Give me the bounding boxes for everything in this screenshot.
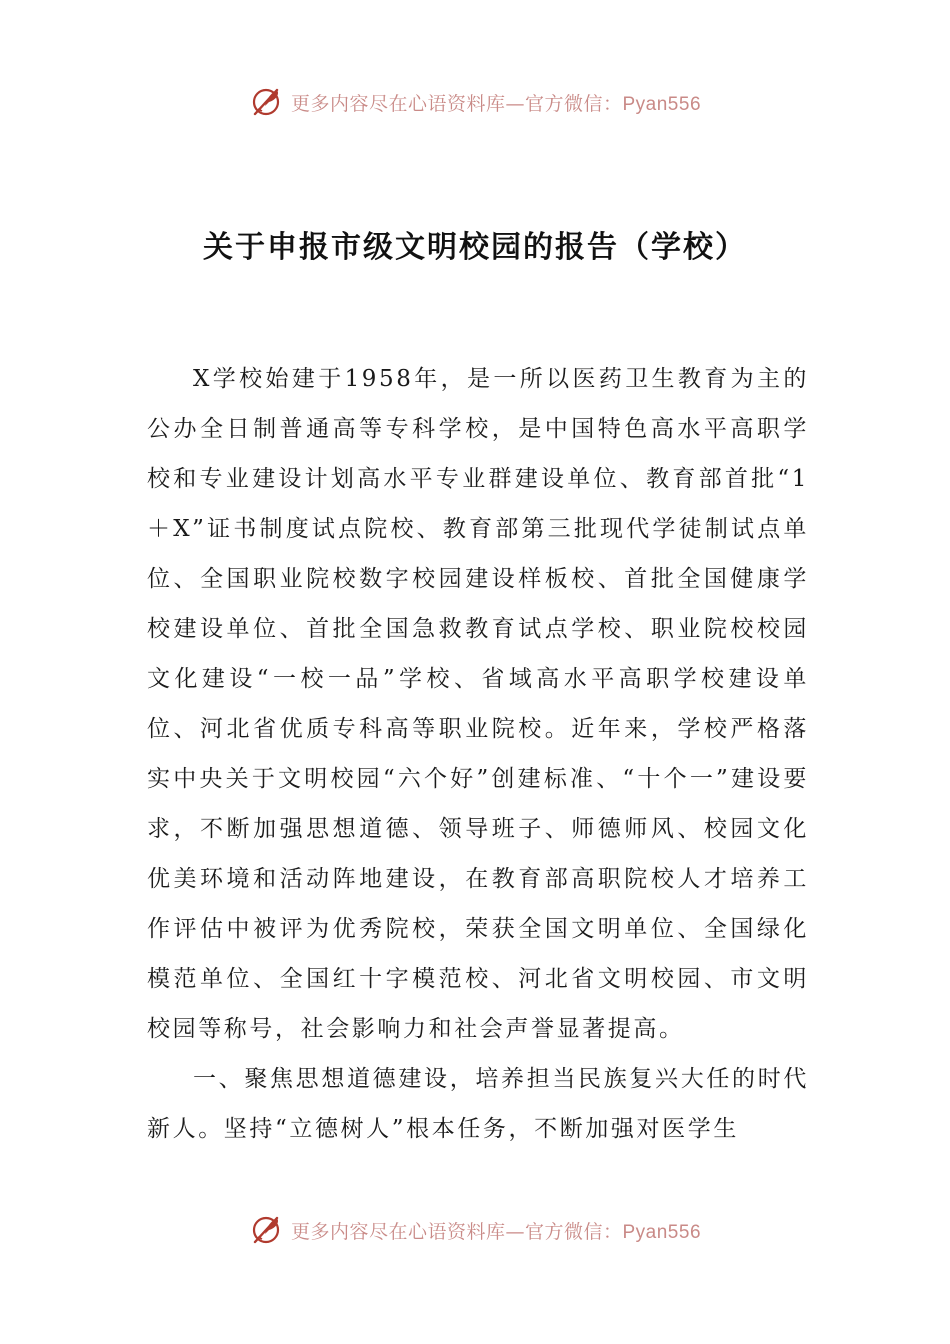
header-banner-label: 更多内容尽在心语资料库—官方微信： [290, 92, 623, 115]
header-wechat-id: Pyan556 [622, 93, 702, 115]
quill-pen-logo-icon [249, 1212, 285, 1248]
document-body [147, 354, 809, 1154]
body-paragraph-section-one: 一、聚焦思想道德建设，培养担当民族复兴大任的时代新人。坚持“立德树人”根本任务，不断加强对医学生 [147, 1066, 809, 1142]
footer-wechat-id: Pyan556 [622, 1221, 702, 1243]
footer-banner-label: 更多内容尽在心语资料库—官方微信： [290, 1220, 623, 1243]
quill-pen-logo-icon [249, 84, 285, 120]
header-banner [0, 82, 950, 122]
header-banner-text [291, 89, 701, 116]
document-title: 关于申报市级文明校园的报告（学校） [203, 230, 747, 265]
footer-banner-text [291, 1217, 701, 1244]
body-paragraph-intro: X学校始建于1958年，是一所以医药卫生教育为主的公办全日制普通高等专科学校，是中国特色高水平高职学校和专业建设计划高水平专业群建设单位、教育部首批“1＋X”证书制度试点院校、教育部第三批现代学徒制试点单位、全国职业院校数字校园建设样板校、首批全国健康学校建设单位、首批全国急救教育试点学校、职业院校校园文化建设“一校一品”学校、省域高水平高职学校建设单位、河北省优质专科高等职业院校。近年来，学校严格落实中央关于文明校园“六个好”创建标准、“十个一”建设要求，不断加强思想道德、领导班子、师德师风、校园文化优美环境和活动阵地建设，在教育部高职院校人才培养工作评估中被评为优秀院校，荣获全国文明单位、全国绿化模范单位、全国红十字模范校、河北省文明校园、市文明校园等称号，社会影响力和社会声誉显著提高。 [147, 366, 809, 1042]
footer-banner [0, 1210, 950, 1250]
